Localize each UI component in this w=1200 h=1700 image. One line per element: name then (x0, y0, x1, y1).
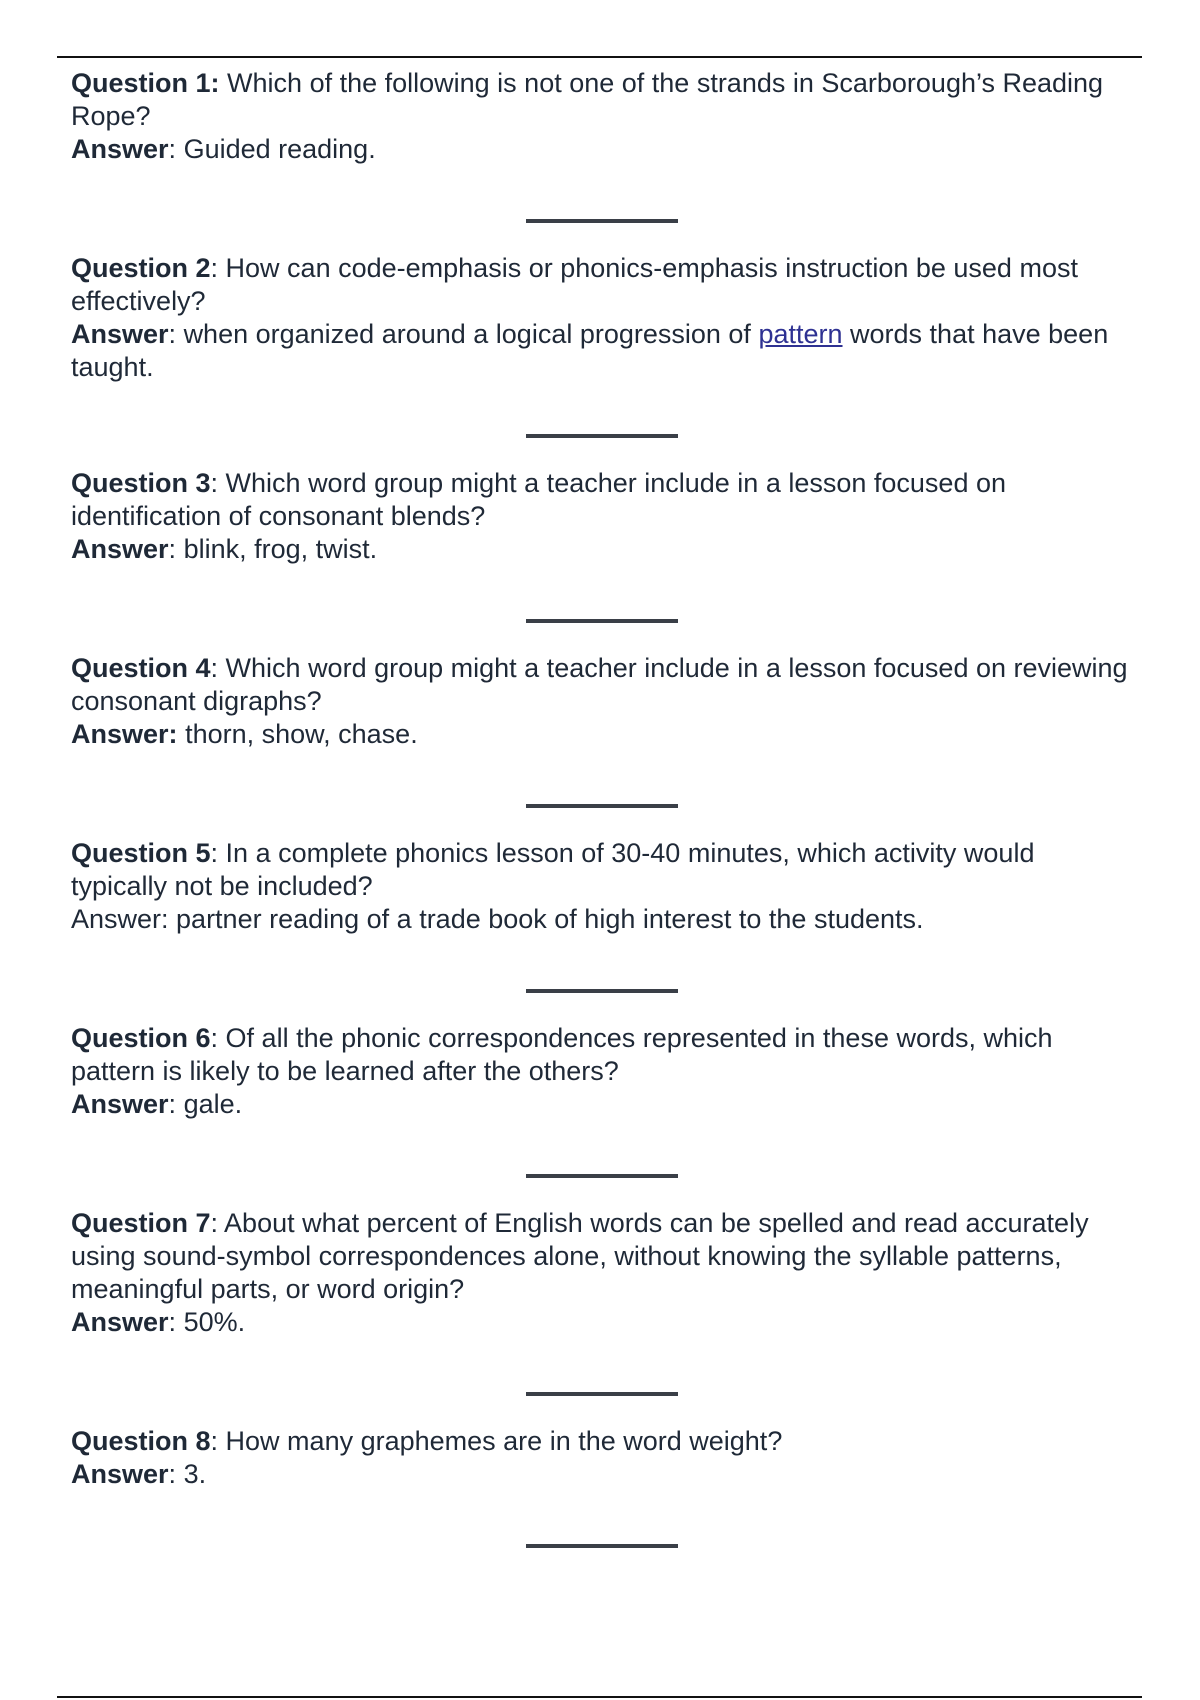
page-bottom-rule (57, 1696, 1142, 1698)
answer-6-text: Answer: gale. (71, 1089, 243, 1119)
pattern-link[interactable]: pattern (758, 319, 843, 349)
question-separator (526, 619, 678, 623)
question-block-6 (71, 1022, 1131, 1121)
answer-1-text: Answer: Guided reading. (71, 134, 376, 164)
question-block-5 (71, 837, 1131, 936)
question-block-7 (71, 1207, 1131, 1339)
question-separator (526, 219, 678, 223)
question-separator (526, 1544, 678, 1548)
page-top-rule (57, 56, 1142, 58)
answer-7-text: Answer: 50%. (71, 1307, 246, 1337)
question-7-text: Question 7: About what percent of English words can be spelled and read accurately using sound-symbol correspondences alone, without knowing the syllable patterns, meaningful parts, or word origin? (71, 1208, 1089, 1304)
question-3-text: Question 3: Which word group might a teacher include in a lesson focused on identification of consonant blends? (71, 468, 1006, 531)
answer-8-text: Answer: 3. (71, 1459, 207, 1489)
question-block-4 (71, 652, 1131, 751)
document-body (71, 67, 1131, 1548)
question-4-text: Question 4: Which word group might a teacher include in a lesson focused on reviewing consonant digraphs? (71, 653, 1128, 716)
answer-4-text: Answer: thorn, show, chase. (71, 719, 418, 749)
question-5-text: Question 5: In a complete phonics lesson of 30-40 minutes, which activity would typically not be included? (71, 838, 1035, 901)
question-block-3 (71, 467, 1131, 566)
question-8-text: Question 8: How many graphemes are in the word weight? (71, 1426, 783, 1456)
answer-3-text: Answer: blink, frog, twist. (71, 534, 378, 564)
question-separator (526, 989, 678, 993)
question-6-text: Question 6: Of all the phonic correspondences represented in these words, which pattern is likely to be learned after the others? (71, 1023, 1053, 1086)
question-separator (526, 1174, 678, 1178)
answer-5-text: Answer: partner reading of a trade book of high interest to the students. (71, 904, 924, 934)
question-separator (526, 434, 678, 438)
question-block-8 (71, 1425, 1131, 1491)
question-separator (526, 804, 678, 808)
question-2-text: Question 2: How can code-emphasis or phonics-emphasis instruction be used most effectively? (71, 253, 1078, 316)
question-block-2 (71, 252, 1131, 384)
question-1-text: Question 1: Which of the following is not one of the strands in Scarborough’s Reading Rope? (71, 68, 1104, 131)
question-separator (526, 1392, 678, 1396)
question-block-1 (71, 67, 1131, 166)
answer-2-text: Answer: when organized around a logical progression of pattern words that have been taught. (71, 319, 1109, 382)
